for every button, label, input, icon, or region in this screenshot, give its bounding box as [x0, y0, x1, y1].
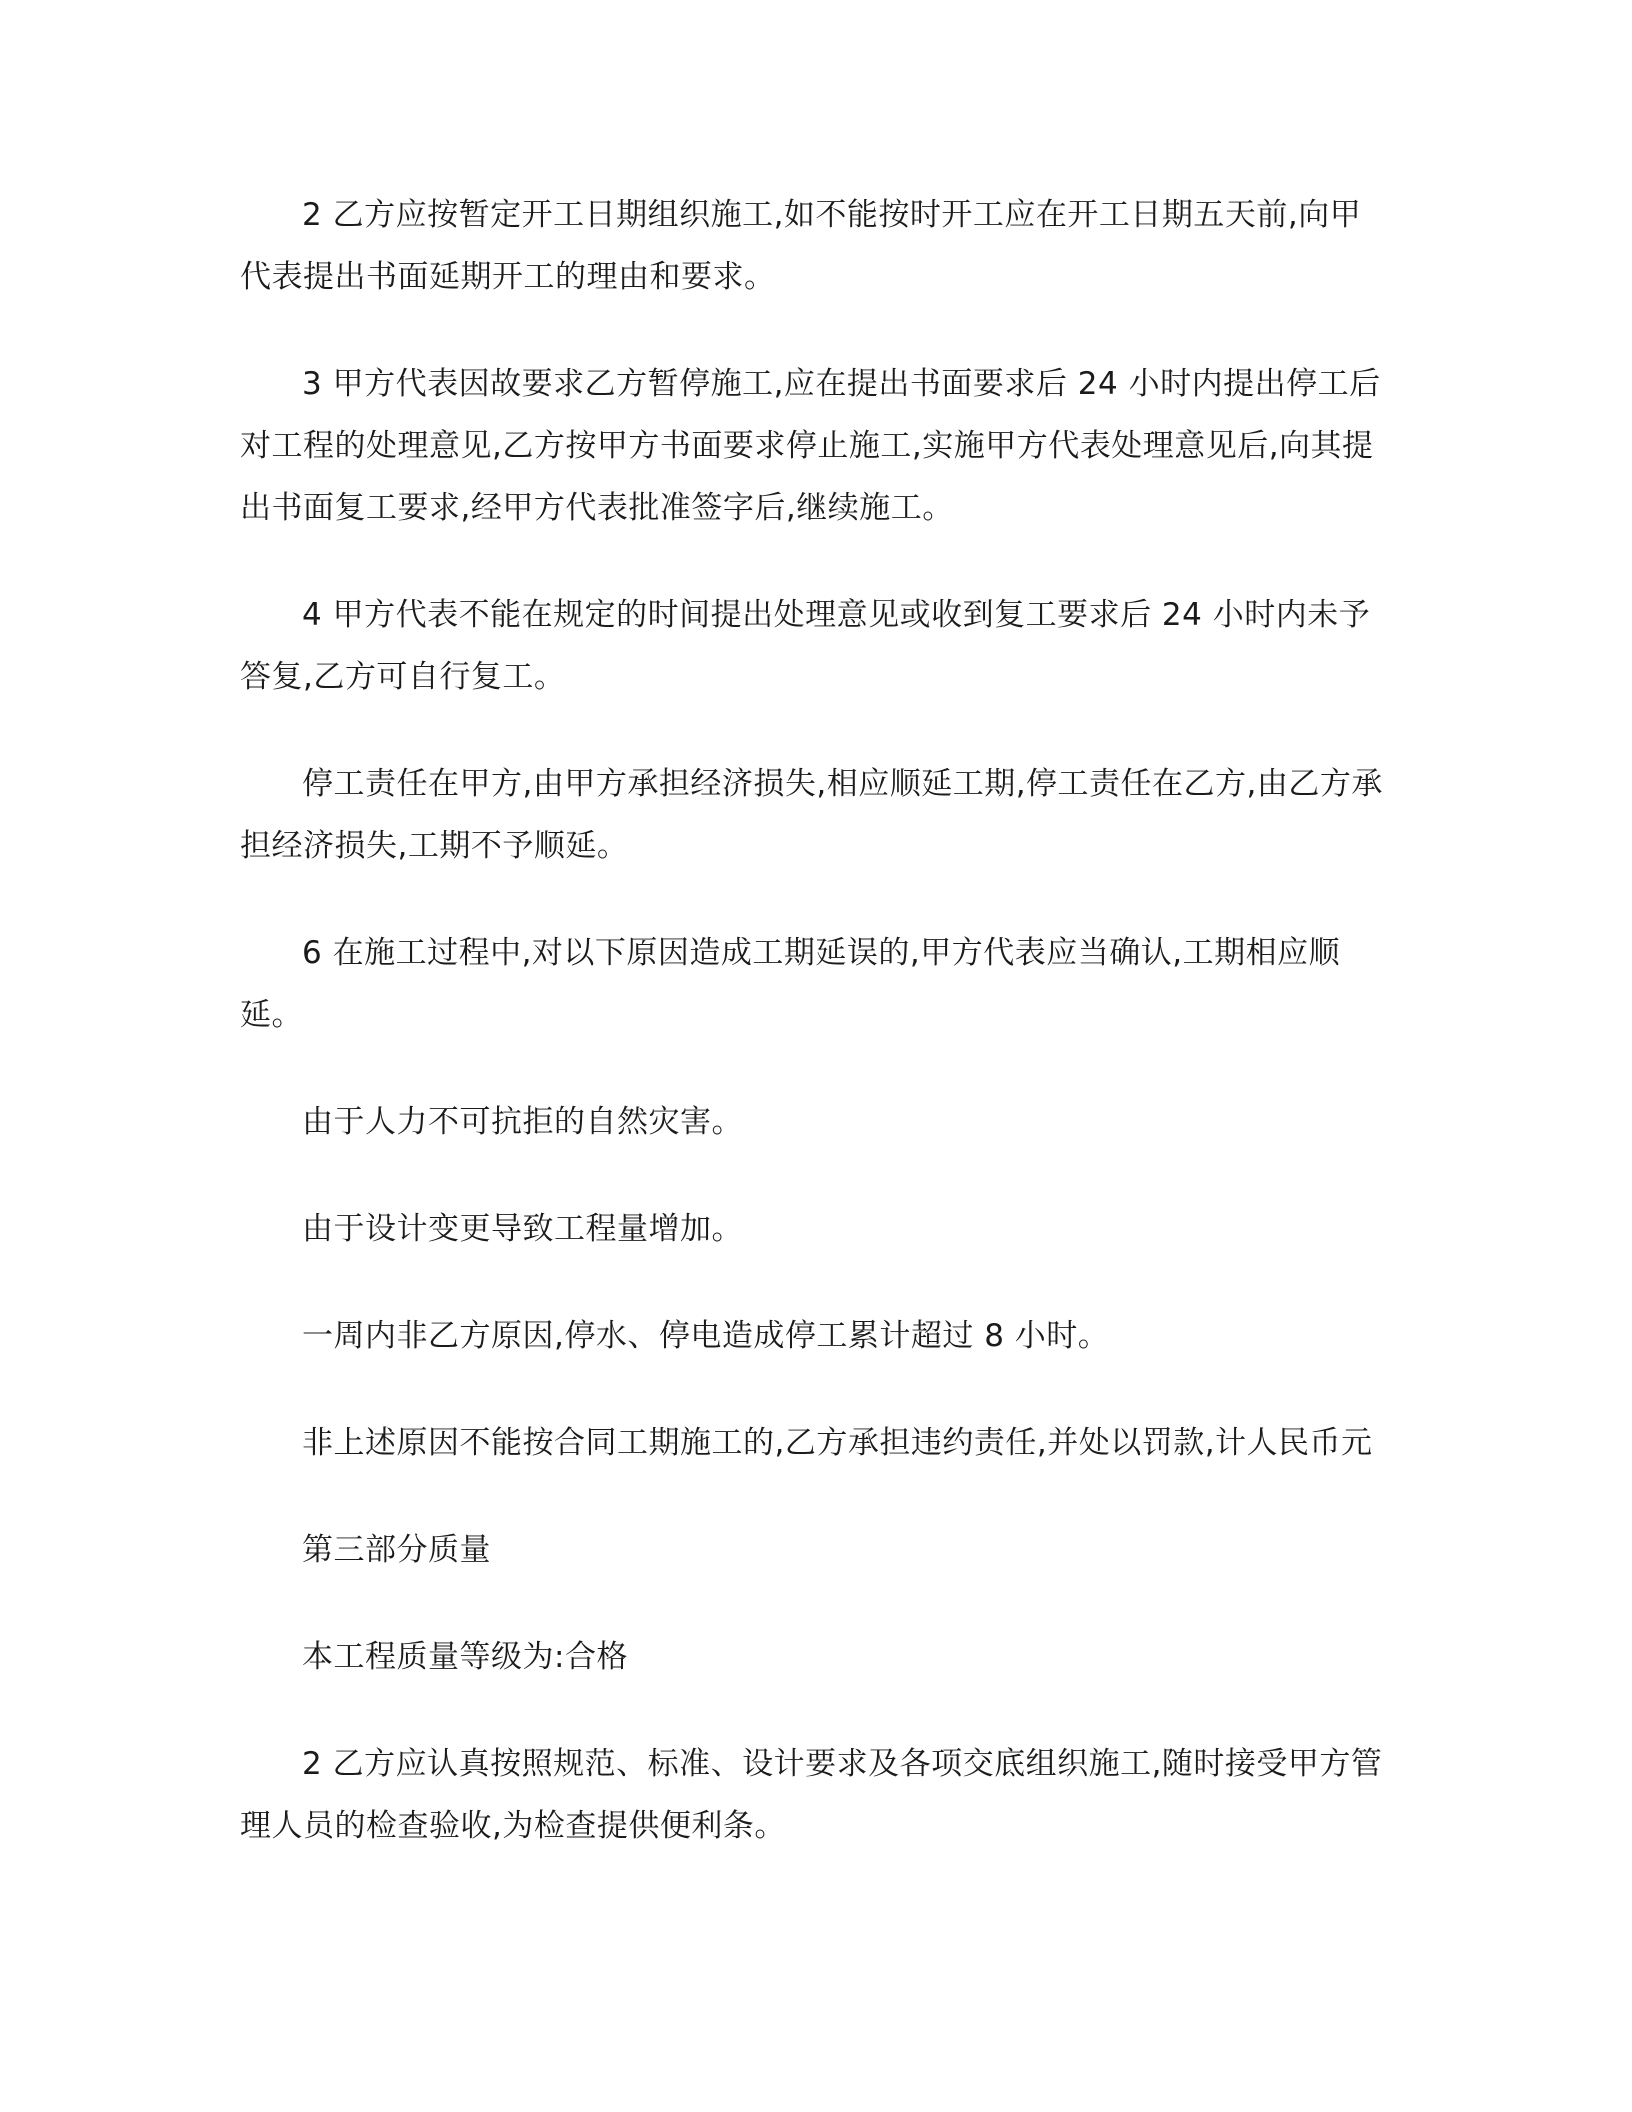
paragraph-force-majeure: 由于人力不可抗拒的自然灾害。 — [302, 1104, 743, 1140]
section-heading-quality: 第三部分质量 — [302, 1532, 491, 1568]
paragraph-suspension-request: 3 甲方代表因故要求乙方暂停施工,应在提出书面要求后 24 小时内提出停工后对工程的处理意见,乙方按甲方书面要求停止施工,实施甲方代表处理意见后,向其提出书面复工要求,经甲方代表批准签字后,继续施工。 — [240, 366, 1381, 526]
paragraph-utility-outage: 一周内非乙方原因,停水、停电造成停工累计超过 8 小时。 — [302, 1318, 1110, 1354]
paragraph-delay-causes: 6 在施工过程中,对以下原因造成工期延误的,甲方代表应当确认,工期相应顺延。 — [240, 935, 1341, 1033]
paragraph-design-change: 由于设计变更导致工程量增加。 — [302, 1211, 743, 1247]
paragraph-delayed-start: 2 乙方应按暂定开工日期组织施工,如不能按时开工应在开工日期五天前,向甲代表提出书面延期开工的理由和要求。 — [240, 197, 1362, 295]
paragraph-stoppage-liability: 停工责任在甲方,由甲方承担经济损失,相应顺延工期,停工责任在乙方,由乙方承担经济损失,工期不予顺延。 — [240, 766, 1383, 864]
paragraph-quality-grade: 本工程质量等级为:合格 — [302, 1639, 628, 1675]
document-body — [240, 184, 1390, 1902]
paragraph-resume-work: 4 甲方代表不能在规定的时间提出处理意见或收到复工要求后 24 小时内未予答复,乙方可自行复工。 — [240, 597, 1371, 695]
paragraph-penalty: 非上述原因不能按合同工期施工的,乙方承担违约责任,并处以罚款,计人民币元 — [302, 1425, 1373, 1461]
paragraph-inspection: 2 乙方应认真按照规范、标准、设计要求及各项交底组织施工,随时接受甲方管理人员的检查验收,为检查提供便利条。 — [240, 1746, 1383, 1844]
